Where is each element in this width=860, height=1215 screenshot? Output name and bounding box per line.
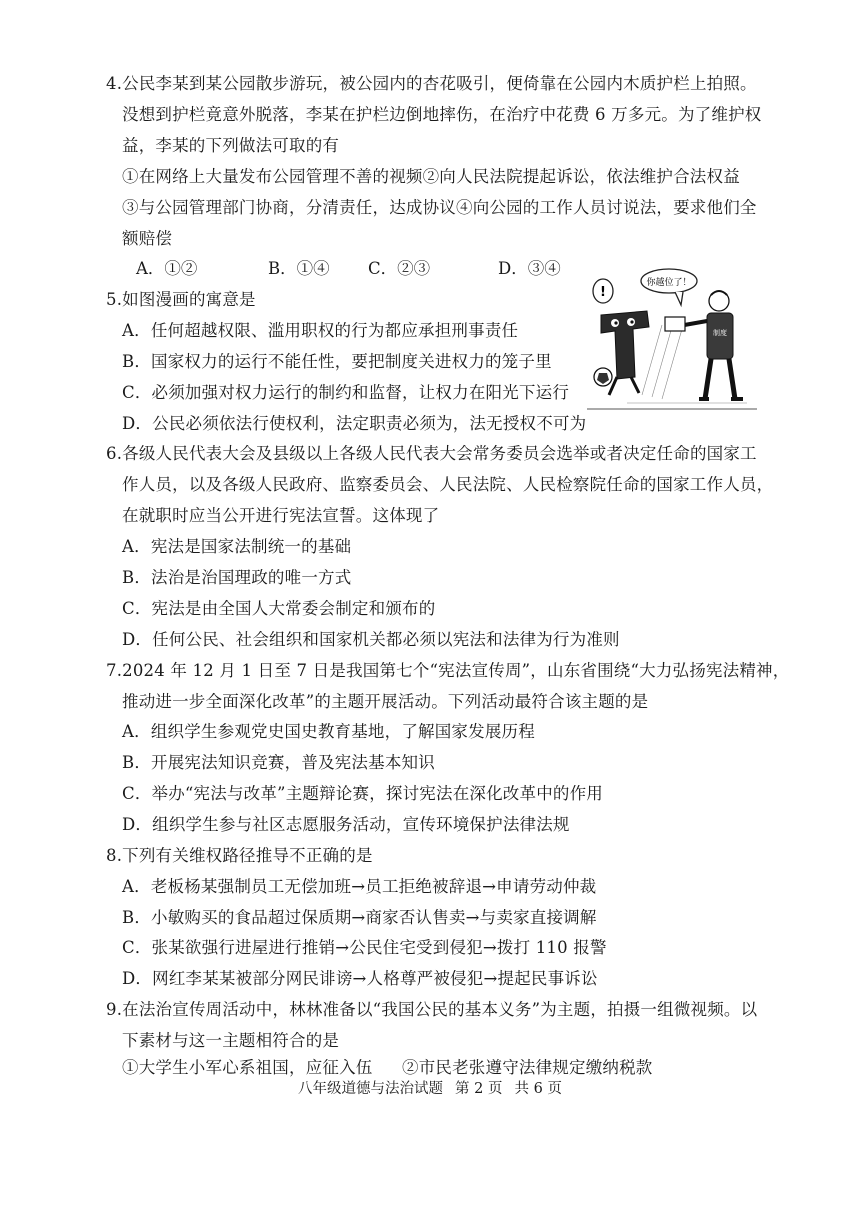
q6-option-d: D．任何公民、社会组织和国家机关都必须以宪法和法律为行为准则 bbox=[122, 630, 620, 649]
q8-stem: 8.下列有关维权路径推导不正确的是 bbox=[106, 846, 373, 865]
q4-line-5: ③与公园管理部门协商，分清责任，达成协议④向公园的工作人员讨说法，要求他们全 bbox=[122, 198, 757, 217]
q9-line-1: 9.在法治宣传周活动中，林林准备以“我国公民的基本义务”为主题，拍摄一组微视频。以 bbox=[106, 1000, 758, 1019]
q9-line-3a: ①大学生小军心系祖国，应征入伍 bbox=[122, 1058, 373, 1077]
q4-line-4: ①在网络上大量发布公园管理不善的视频②向人民法院提起诉讼，依法维护合法权益 bbox=[122, 167, 740, 186]
footer-page: 第 2 页 bbox=[455, 1081, 503, 1097]
q8-option-a: A．老板杨某强制员工无偿加班→员工拒绝被辞退→申请劳动仲裁 bbox=[122, 877, 597, 896]
q4-line-2: 没想到护栏竟意外脱落，李某在护栏边倒地摔伤，在治疗中花费 6 万多元。为了维护权 bbox=[122, 105, 762, 124]
q7-option-b: B．开展宪法知识竞赛，普及宪法基本知识 bbox=[122, 753, 435, 772]
q4-option-a: A．①② bbox=[136, 259, 198, 278]
q7-option-a: A．组织学生参观党史国史教育基地，了解国家发展历程 bbox=[122, 722, 535, 741]
q6-line-1: 6.各级人民代表大会及县级以上各级人民代表大会常务委员会选举或者决定任命的国家工 bbox=[106, 444, 757, 463]
q6-line-3: 在就职时应当公开进行宪法宣誓。这体现了 bbox=[122, 506, 440, 525]
q6-line-2: 作人员，以及各级人民政府、监察委员会、人民法院、人民检察院任命的国家工作人员， bbox=[122, 475, 774, 494]
q7-option-c: C．举办“宪法与改革”主题辩论赛，探讨宪法在深化改革中的作用 bbox=[122, 784, 603, 803]
q7-option-d: D．组织学生参与社区志愿服务活动，宣传环境保护法律法规 bbox=[122, 815, 570, 834]
footer-title: 八年级道德与法治试题 bbox=[298, 1081, 444, 1097]
q6-option-a: A．宪法是国家法制统一的基础 bbox=[122, 537, 352, 556]
cartoon-illustration bbox=[587, 265, 757, 410]
q5-option-c: C．必须加强对权力运行的制约和监督，让权力在阳光下运行 bbox=[122, 383, 570, 402]
q8-option-c: C．张某欲强行进屋进行推销→公民住宅受到侵犯→拨打 110 报警 bbox=[122, 938, 607, 957]
q5-option-b: B．国家权力的运行不能任性，要把制度关进权力的笼子里 bbox=[122, 352, 552, 371]
q9-line-2: 下素材与这一主题相符合的是 bbox=[122, 1031, 340, 1050]
q4-option-d: D．③④ bbox=[498, 259, 561, 278]
q5-stem: 5.如图漫画的寓意是 bbox=[106, 290, 256, 309]
q8-option-d: D．网红李某某被部分网民诽谤→人格尊严被侵犯→提起民事诉讼 bbox=[122, 969, 598, 988]
q4-line-1: 4.公民李某到某公园散步游玩，被公园内的杏花吸引，便倚靠在公园内木质护栏上拍照。 bbox=[106, 74, 757, 93]
q4-line-6: 额赔偿 bbox=[122, 229, 173, 248]
page-footer bbox=[0, 1079, 860, 1099]
cartoon-jersey-text: 制度 bbox=[713, 329, 727, 337]
svg-text:!: ! bbox=[600, 285, 606, 300]
q7-line-2: 推动进一步全面深化改革”的主题开展活动。下列活动最符合该主题的是 bbox=[122, 692, 649, 711]
q4-line-3: 益，李某的下列做法可取的有 bbox=[122, 136, 340, 155]
q5-option-d: D．公民必须依法行使权利，法定职责必须为，法无授权不可为 bbox=[122, 414, 587, 433]
q9-line-3b: ②市民老张遵守法律规定缴纳税款 bbox=[402, 1058, 653, 1077]
q4-option-b: B．①④ bbox=[268, 259, 330, 278]
q7-line-1: 7.2024 年 12 月 1 日至 7 日是我国第七个“宪法宣传周”，山东省围绕“大力弘扬宪法精神， bbox=[106, 661, 790, 680]
cartoon-speech-text: 你越位了！ bbox=[646, 278, 692, 288]
q5-option-a: A．任何超越权限、滥用职权的行为都应承担刑事责任 bbox=[122, 321, 519, 340]
q6-option-c: C．宪法是由全国人大常委会制定和颁布的 bbox=[122, 599, 436, 618]
q8-option-b: B．小敏购买的食品超过保质期→商家否认售卖→与卖家直接调解 bbox=[122, 908, 597, 927]
q4-option-c: C．②③ bbox=[368, 259, 431, 278]
q6-option-b: B．法治是治国理政的唯一方式 bbox=[122, 568, 352, 587]
footer-total: 共 6 页 bbox=[514, 1081, 562, 1097]
